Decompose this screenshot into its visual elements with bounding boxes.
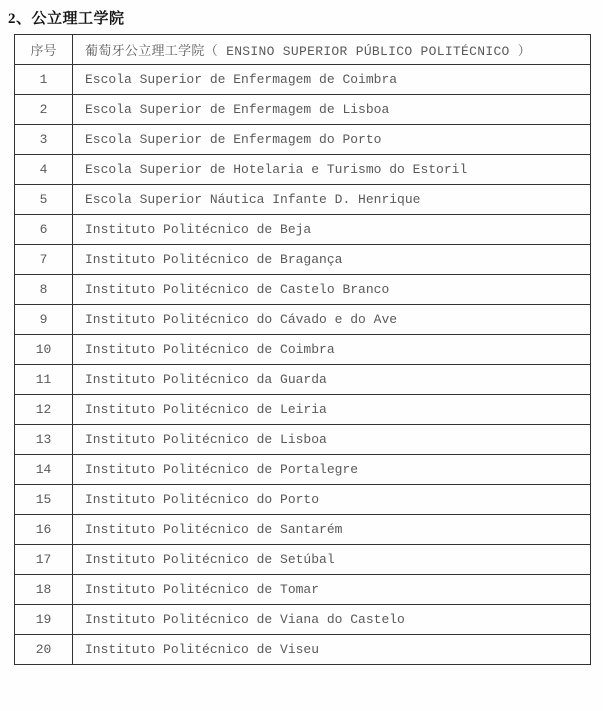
row-index: 2 — [15, 95, 73, 125]
row-index: 3 — [15, 125, 73, 155]
table-row — [15, 635, 591, 665]
institute-name: Instituto Politécnico de Leiria — [73, 395, 591, 425]
row-index: 16 — [15, 515, 73, 545]
row-index: 18 — [15, 575, 73, 605]
table-row — [15, 305, 591, 335]
institute-name: Escola Superior de Hotelaria e Turismo do Estoril — [73, 155, 591, 185]
table-row — [15, 455, 591, 485]
table-header-row — [15, 35, 591, 65]
institute-name: Instituto Politécnico da Guarda — [73, 365, 591, 395]
institute-name: Instituto Politécnico de Tomar — [73, 575, 591, 605]
institutes-table — [14, 34, 591, 665]
row-index: 20 — [15, 635, 73, 665]
row-index: 1 — [15, 65, 73, 95]
row-index: 5 — [15, 185, 73, 215]
table-row — [15, 545, 591, 575]
row-index: 13 — [15, 425, 73, 455]
institute-name: Instituto Politécnico de Setúbal — [73, 545, 591, 575]
institute-name: Instituto Politécnico do Cávado e do Ave — [73, 305, 591, 335]
institute-name: Instituto Politécnico de Santarém — [73, 515, 591, 545]
row-index: 12 — [15, 395, 73, 425]
table-row — [15, 365, 591, 395]
row-index: 6 — [15, 215, 73, 245]
page-title: 2、公立理工学院 — [8, 11, 125, 27]
table-row — [15, 395, 591, 425]
table-row — [15, 155, 591, 185]
row-index: 14 — [15, 455, 73, 485]
table-body — [15, 65, 591, 665]
institute-name: Instituto Politécnico de Beja — [73, 215, 591, 245]
institute-name: Escola Superior Náutica Infante D. Henrique — [73, 185, 591, 215]
row-index: 19 — [15, 605, 73, 635]
table-row — [15, 95, 591, 125]
table-row — [15, 185, 591, 215]
row-index: 10 — [15, 335, 73, 365]
row-index: 15 — [15, 485, 73, 515]
institute-name: Escola Superior de Enfermagem de Coimbra — [73, 65, 591, 95]
row-index: 17 — [15, 545, 73, 575]
row-index: 11 — [15, 365, 73, 395]
table-row — [15, 335, 591, 365]
row-index: 7 — [15, 245, 73, 275]
table-row — [15, 575, 591, 605]
table-row — [15, 515, 591, 545]
institute-name: Instituto Politécnico de Coimbra — [73, 335, 591, 365]
column-header-index: 序号 — [15, 35, 73, 65]
table-row — [15, 605, 591, 635]
table-row — [15, 485, 591, 515]
institute-name: Instituto Politécnico de Viseu — [73, 635, 591, 665]
row-index: 8 — [15, 275, 73, 305]
table-row — [15, 65, 591, 95]
institute-name: Instituto Politécnico de Portalegre — [73, 455, 591, 485]
institute-name: Instituto Politécnico de Bragança — [73, 245, 591, 275]
institute-name: Instituto Politécnico de Castelo Branco — [73, 275, 591, 305]
table-row — [15, 425, 591, 455]
institute-name: Instituto Politécnico de Viana do Castelo — [73, 605, 591, 635]
row-index: 4 — [15, 155, 73, 185]
institute-name: Escola Superior de Enfermagem de Lisboa — [73, 95, 591, 125]
institute-name: Instituto Politécnico do Porto — [73, 485, 591, 515]
table-row — [15, 125, 591, 155]
table-row — [15, 215, 591, 245]
institute-name: Instituto Politécnico de Lisboa — [73, 425, 591, 455]
table-row — [15, 275, 591, 305]
column-header-name: 葡萄牙公立理工学院（ ENSINO SUPERIOR PÚBLICO POLITÉCNICO ） — [73, 35, 591, 65]
table-row — [15, 245, 591, 275]
institute-name: Escola Superior de Enfermagem do Porto — [73, 125, 591, 155]
row-index: 9 — [15, 305, 73, 335]
